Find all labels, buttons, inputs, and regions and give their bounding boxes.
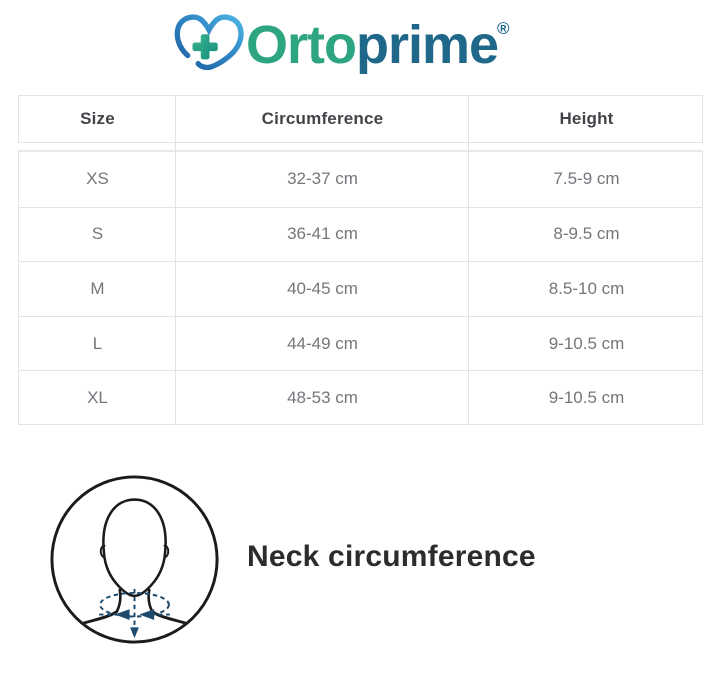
header-circumference: Circumference [261,109,384,128]
table-cell-height: 9-10.5 cm [548,333,625,353]
table-cell-size: L [92,333,103,353]
table-cell-size: M [90,278,105,298]
table-row [19,316,702,371]
table-cell-circumference: 40-45 cm [287,278,358,298]
table-cell-size: XL [87,388,108,408]
heart-plus-logo-icon [171,10,247,72]
table-header-row [18,95,703,143]
brand-name-prime: prime [356,15,499,75]
table-cell-circumference: 36-41 cm [287,224,358,244]
table-cell-size: XS [86,169,109,189]
table-row [19,261,702,316]
measurement-label: Neck circumference [247,540,536,573]
table-row [19,152,702,207]
neck-measurement-icon [48,473,221,646]
size-table [18,95,703,425]
table-row [19,207,702,262]
table-body [18,150,703,425]
table-cell-height: 7.5-9 cm [553,169,620,189]
brand-name-orto: Orto [246,15,356,75]
table-cell-circumference: 48-53 cm [287,388,358,408]
table-cell-circumference: 32-37 cm [287,169,358,189]
table-cell-circumference: 44-49 cm [287,333,358,353]
table-column-divider [175,95,176,425]
table-cell-height: 8-9.5 cm [553,224,620,244]
brand-name [246,16,498,74]
table-cell-size: S [91,224,104,244]
header-height: Height [559,109,614,128]
table-row [19,370,702,425]
registered-trademark-symbol: ® [497,19,510,38]
table-column-divider [468,95,469,425]
table-cell-height: 8.5-10 cm [548,278,625,298]
table-cell-height: 9-10.5 cm [548,388,625,408]
header-size: Size [80,109,115,128]
